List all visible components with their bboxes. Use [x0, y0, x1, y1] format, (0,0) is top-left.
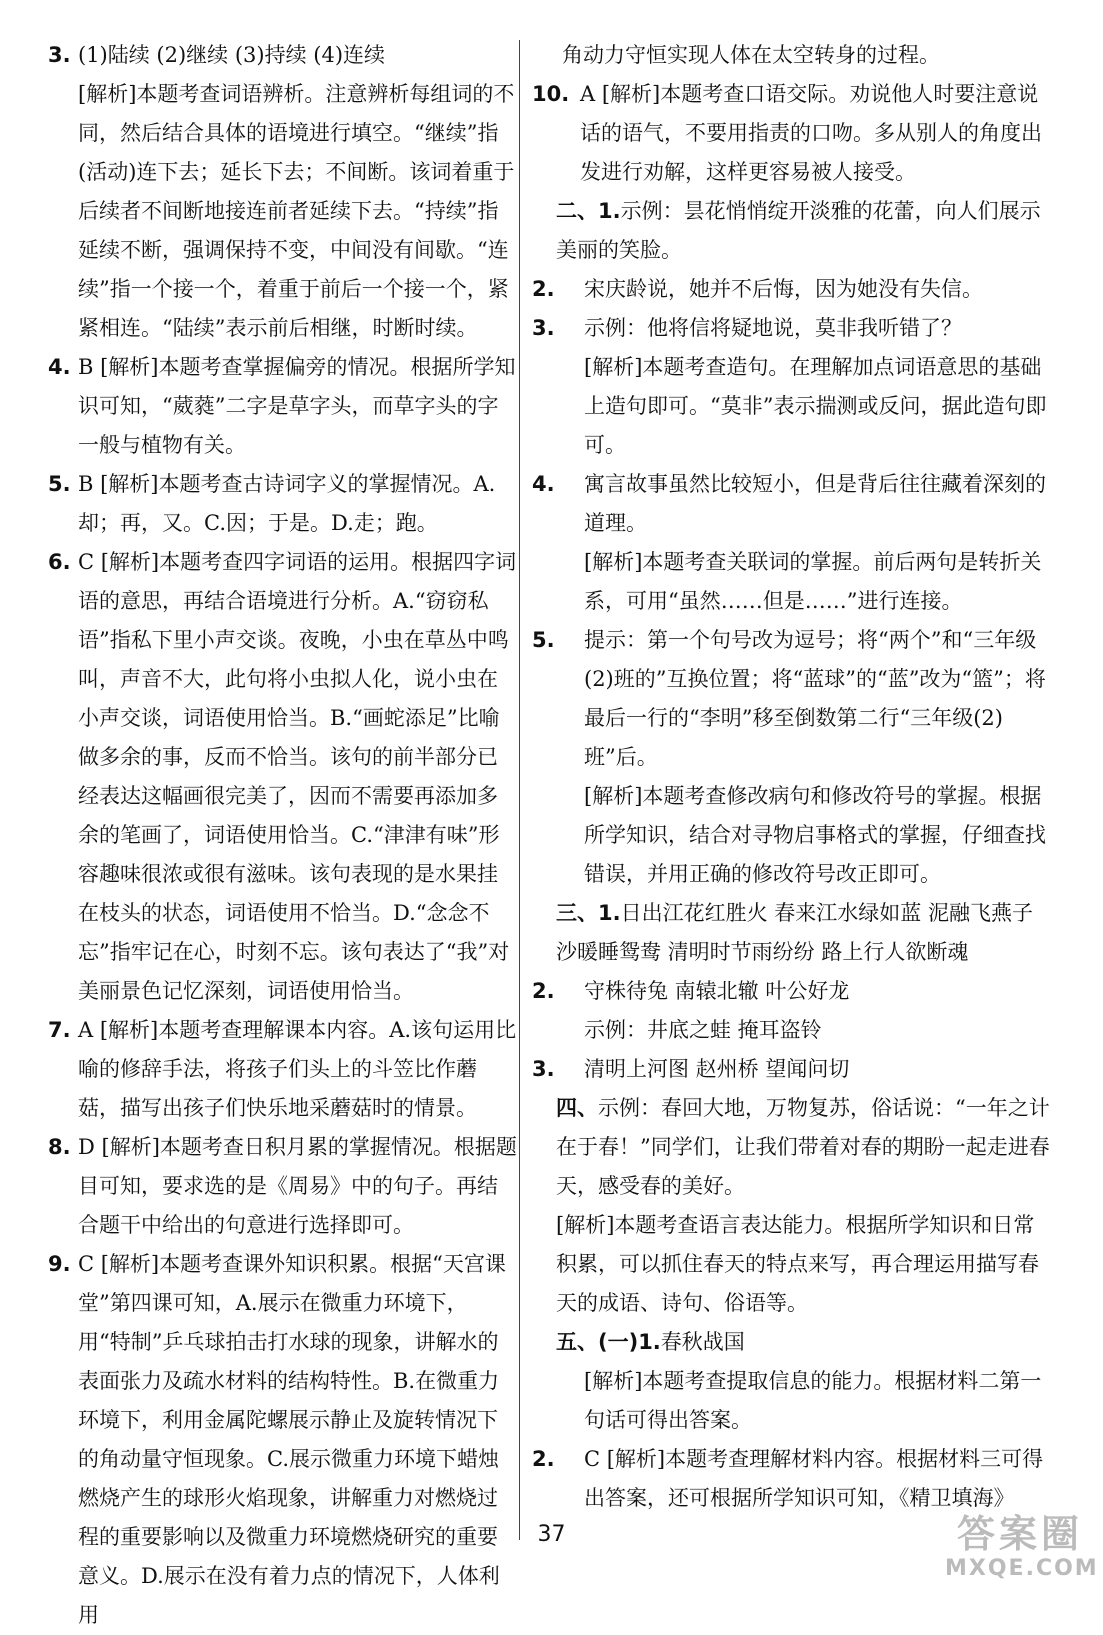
answer-item — [532, 348, 1052, 465]
answer-item — [532, 1362, 1052, 1440]
item-text: B [解析]本题考查掌握偏旁的情况。根据所学知识可知，“葳蕤”二字是草字头，而草字头的字一般与植物有关。 — [78, 355, 516, 457]
item-number: 5. — [532, 628, 555, 652]
column-divider — [519, 40, 520, 1540]
item-number: 4. — [532, 472, 555, 496]
answer-item — [532, 75, 1052, 192]
answer-item — [48, 75, 518, 348]
item-number: 9. — [48, 1252, 71, 1276]
item-text: 清明上河图 赵州桥 望闻问切 — [584, 1057, 850, 1081]
answer-item — [48, 1245, 518, 1635]
item-number: 7. — [48, 1018, 71, 1042]
item-text: 示例：井底之蛙 掩耳盗铃 — [584, 1018, 822, 1042]
item-text: 示例：昙花悄悄绽开淡雅的花蕾，向人们展示美丽的笑脸。 — [556, 199, 1041, 262]
item-text: [解析]本题考查提取信息的能力。根据材料二第一句话可得出答案。 — [584, 1369, 1042, 1432]
item-text: 示例：他将信将疑地说，莫非我听错了？ — [584, 316, 962, 340]
page-number: 37 — [537, 1522, 566, 1547]
item-text: 寓言故事虽然比较短小，但是背后往往藏着深刻的道理。 — [584, 472, 1046, 535]
item-text: 角动力守恒实现人体在太空转身的过程。 — [562, 43, 940, 67]
item-number: 3. — [532, 316, 555, 340]
item-number: 2. — [532, 277, 555, 301]
item-text: B [解析]本题考查古诗词字义的掌握情况。A.却；再，又。C.因；于是。D.走；跑。 — [78, 472, 496, 535]
answer-item — [48, 543, 518, 1011]
item-number: 4. — [48, 355, 71, 379]
answer-item — [532, 777, 1052, 894]
item-text: [解析]本题考查造句。在理解加点词语意思的基础上造句即可。“莫非”表示揣测或反问，据此造句即可。 — [584, 355, 1047, 457]
answer-item — [532, 1323, 1052, 1362]
answer-item — [532, 1011, 1052, 1050]
item-number: 10. — [532, 82, 570, 106]
answer-item — [48, 36, 518, 75]
item-number: 2. — [532, 979, 555, 1003]
item-text: 守株待兔 南辕北辙 叶公好龙 — [584, 979, 850, 1003]
answer-item — [48, 348, 518, 465]
answer-item — [532, 543, 1052, 621]
item-text: C [解析]本题考查四字词语的运用。根据四字词语的意思，再结合语境进行分析。A.“窃窃私语”指私下里小声交谈。夜晚，小虫在草丛中鸣叫，声音不大，此句将小虫拟人化，说小虫在小声交谈，词语使用恰当。B.“画蛇添足”比喻做多余的事，反而不恰当。该句的前半部分已经表达这幅画很完美了，因而不需要再添加多余的笔画了，词语使用恰当。C.“津津有味”形容趣味很浓或很有滋味。该句表现的是水果挂在枝头的状态，词语使用不恰当。D.“念念不忘”指牢记在心，时刻不忘。该句表达了“我”对美丽景色记忆深刻，词语使用恰当。 — [78, 550, 517, 1003]
item-text: 提示：第一个句号改为逗号；将“两个”和“三年级(2)班的”互换位置；将“蓝球”的“蓝”改为“篮”；将最后一行的“李明”移至倒数第二行“三年级(2)班”后。 — [584, 628, 1046, 769]
section-label: 四、 — [556, 1096, 598, 1120]
right-column — [532, 36, 1052, 1518]
item-text: C [解析]本题考查课外知识积累。根据“天宫课堂”第四课可知，A.展示在微重力环境下，用“特制”乒乓球拍击打水球的现象，讲解水的表面张力及疏水材料的结构特性。B.在微重力环境下，利用金属陀螺展示静止及旋转情况下的角动量守恒现象。C.展示微重力环境下蜡烛燃烧产生的球形火焰现象，讲解重力对燃烧过程的重要影响以及微重力环境燃烧研究的重要意义。D.展示在没有着力点的情况下，人体利用 — [78, 1252, 506, 1627]
answer-item — [532, 1089, 1052, 1206]
item-text: 宋庆龄说，她并不后悔，因为她没有失信。 — [584, 277, 983, 301]
item-text: 春秋战国 — [660, 1330, 745, 1354]
answer-item — [532, 1050, 1052, 1089]
answer-item — [532, 465, 1052, 543]
item-number: 2. — [532, 1447, 555, 1471]
item-text: [解析]本题考查修改病句和修改符号的掌握。根据所学知识，结合对寻物启事格式的掌握，仔细查找错误，并用正确的修改符号改正即可。 — [584, 784, 1046, 886]
answer-item — [48, 465, 518, 543]
left-column — [48, 36, 518, 1635]
answer-item — [532, 972, 1052, 1011]
item-number: 3. — [532, 1057, 555, 1081]
section-label: 三、1. — [556, 901, 621, 925]
item-number: 3. — [48, 43, 71, 67]
item-text: [解析]本题考查关联词的掌握。前后两句是转折关系，可用“虽然……但是……”进行连接。 — [584, 550, 1042, 613]
answer-item — [48, 1011, 518, 1128]
section-label: 五、(一)1. — [556, 1330, 661, 1354]
answer-item — [532, 270, 1052, 309]
section-label: 二、1. — [556, 199, 621, 223]
answer-item — [532, 309, 1052, 348]
item-number: 8. — [48, 1135, 71, 1159]
answer-item — [532, 36, 1052, 75]
item-text: [解析]本题考查词语辨析。注意辨析每组词的不同，然后结合具体的语境进行填空。“继续”指(活动)连下去；延长下去；不间断。该词着重于后续者不间断地接连前者延续下去。“持续”指延续不断，强调保持不变，中间没有间歇。“连续”指一个接一个，着重于前后一个接一个，紧紧相连。“陆续”表示前后相继，时断时续。 — [78, 82, 515, 340]
item-text: [解析]本题考查语言表达能力。根据所学知识和日常积累，可以抓住春天的特点来写，再合理运用描写春天的成语、诗句、俗语等。 — [556, 1213, 1039, 1315]
answer-item — [48, 1128, 518, 1245]
item-number: 6. — [48, 550, 71, 574]
watermark-top: 答案圈 — [956, 1512, 1083, 1556]
item-text: A [解析]本题考查理解课本内容。A.该句运用比喻的修辞手法，将孩子们头上的斗笠比作蘑菇，描写出孩子们快乐地采蘑菇时的情景。 — [78, 1018, 517, 1120]
answer-item — [532, 192, 1052, 270]
item-number: 5. — [48, 472, 71, 496]
answer-item — [532, 621, 1052, 777]
item-text: (1)陆续 (2)继续 (3)持续 (4)连续 — [78, 43, 386, 67]
answer-item — [532, 1440, 1052, 1518]
watermark-bottom: MXQE.COM — [945, 1556, 1099, 1581]
item-text: 日出江花红胜火 春来江水绿如蓝 泥融飞燕子 沙暖睡鸳鸯 清明时节雨纷纷 路上行人欲断魂 — [556, 901, 1033, 964]
item-text: 示例：春回大地，万物复苏，俗话说：“一年之计在于春！”同学们，让我们带着对春的期盼一起走进春天，感受春的美好。 — [556, 1096, 1050, 1198]
item-text: A [解析]本题考查口语交际。劝说他人时要注意说话的语气，不要用指责的口吻。多从别人的角度出发进行劝解，这样更容易被人接受。 — [580, 82, 1042, 184]
answer-item — [532, 1206, 1052, 1323]
item-text: D [解析]本题考查日积月累的掌握情况。根据题目可知，要求选的是《周易》中的句子。再结合题干中给出的句意进行选择即可。 — [78, 1135, 517, 1237]
watermark-logo — [945, 1512, 1099, 1590]
item-text: C [解析]本题考查理解材料内容。根据材料三可得出答案，还可根据所学知识可知，《精卫填海》 — [584, 1447, 1044, 1510]
answer-item — [532, 894, 1052, 972]
